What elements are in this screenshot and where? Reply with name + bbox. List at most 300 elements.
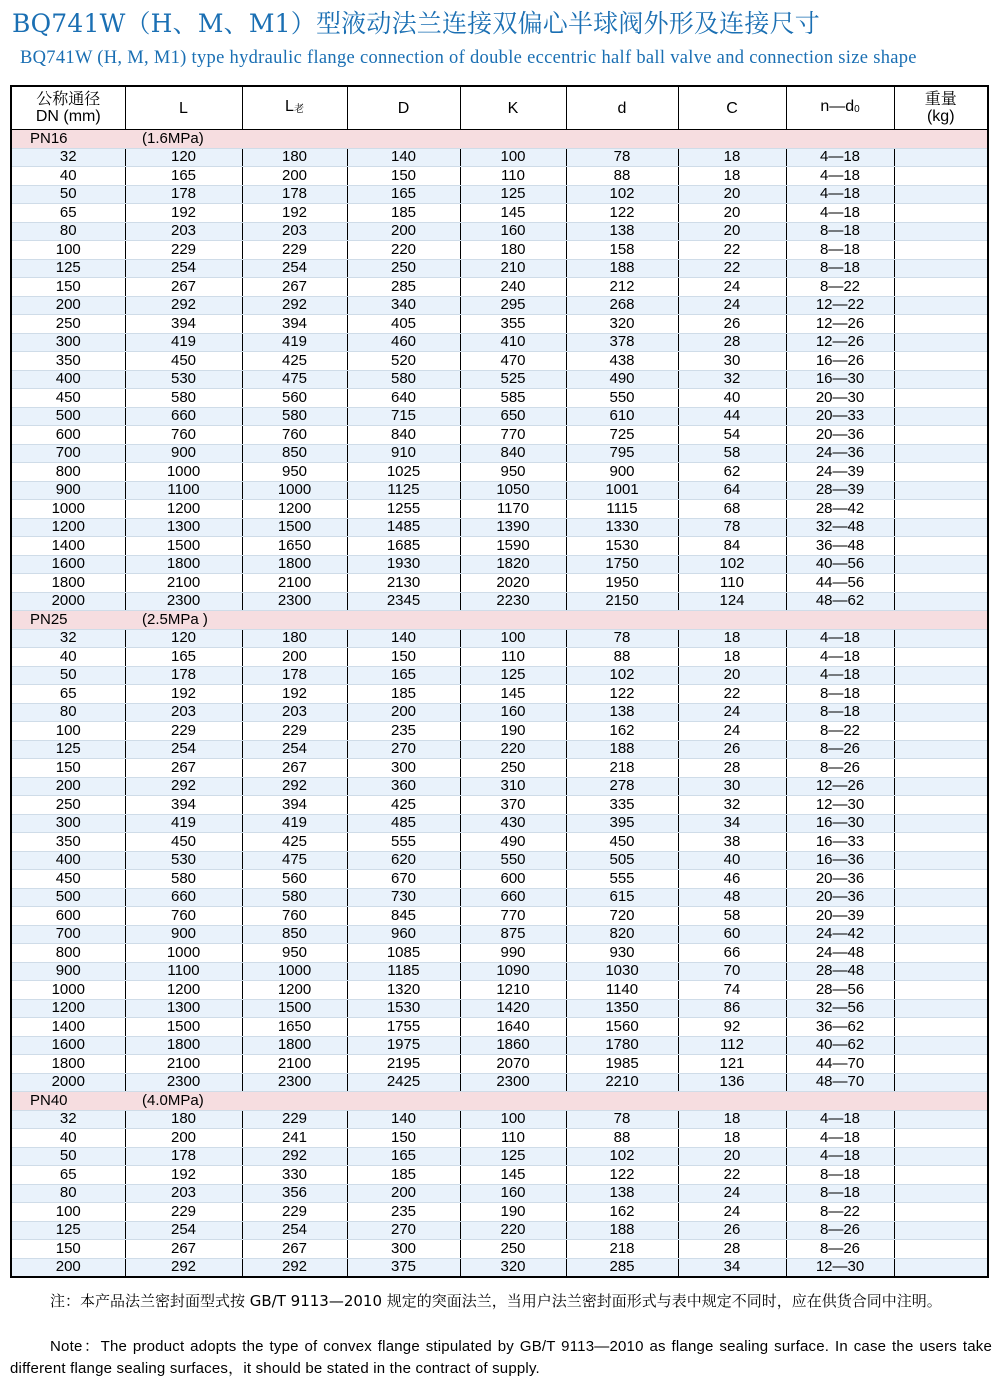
table-cell: 394 — [242, 796, 347, 815]
table-cell: 450 — [566, 833, 678, 852]
table-row — [12, 148, 987, 167]
table-cell: 200 — [347, 1184, 460, 1203]
table-cell: 80 — [12, 1184, 125, 1203]
table-cell: 4—18 — [786, 666, 894, 685]
table-cell: 122 — [566, 204, 678, 223]
header-n-d0 — [786, 87, 894, 130]
table-cell: 356 — [242, 1184, 347, 1203]
table-cell: 1400 — [12, 537, 125, 556]
table-cell: 1800 — [125, 1036, 242, 1055]
header-k: K — [460, 87, 566, 130]
table-cell: 160 — [460, 1184, 566, 1203]
table-cell: 240 — [460, 278, 566, 297]
table-cell: 254 — [125, 740, 242, 759]
table-cell: 229 — [125, 1203, 242, 1222]
table-cell: 490 — [566, 370, 678, 389]
table-row — [12, 944, 987, 963]
table-cell: 12—26 — [786, 777, 894, 796]
table-cell: 200 — [242, 167, 347, 186]
table-cell: 86 — [678, 999, 786, 1018]
table-cell — [894, 888, 987, 907]
table-cell: 1025 — [347, 463, 460, 482]
table-cell: 32 — [678, 370, 786, 389]
table-cell — [566, 1277, 678, 1279]
table-body — [12, 130, 987, 1279]
table-cell: 560 — [242, 870, 347, 889]
table-cell — [894, 574, 987, 593]
table-cell: 960 — [347, 925, 460, 944]
table-cell: 370 — [460, 796, 566, 815]
dimension-table-frame — [10, 85, 989, 1278]
table-cell: 12—30 — [786, 1258, 894, 1277]
table-cell: 1200 — [125, 981, 242, 1000]
table-cell: 122 — [566, 1166, 678, 1185]
table-cell: 125 — [12, 1221, 125, 1240]
table-cell: 500 — [12, 407, 125, 426]
table-cell: 50 — [12, 666, 125, 685]
note-en: Note：The product adopts the type of convex flange stipulated by GB/T 9113—2010 as flange sealing surface. In case the users take different flange sealing surfaces，it should be stated in the contract of supply. — [10, 1338, 992, 1377]
table-cell — [894, 1203, 987, 1222]
table-cell: 4—18 — [786, 629, 894, 648]
table-cell: 555 — [566, 870, 678, 889]
table-cell: 110 — [678, 574, 786, 593]
table-cell: 330 — [242, 1166, 347, 1185]
table-cell: 48—62 — [786, 592, 894, 611]
section-row — [12, 611, 987, 630]
table-cell: 110 — [460, 648, 566, 667]
table-cell: 36—48 — [786, 537, 894, 556]
table-cell: 178 — [125, 185, 242, 204]
table-cell: 24—48 — [786, 944, 894, 963]
table-cell: 180 — [125, 1110, 242, 1129]
table-cell: 1185 — [347, 962, 460, 981]
table-cell: 600 — [12, 907, 125, 926]
table-cell: 2425 — [347, 1073, 460, 1092]
table-cell: 2300 — [242, 1073, 347, 1092]
table-cell — [894, 1073, 987, 1092]
table-cell: 40 — [678, 851, 786, 870]
table-cell: 585 — [460, 389, 566, 408]
table-cell: 250 — [347, 259, 460, 278]
table-cell: 505 — [566, 851, 678, 870]
table-cell: 394 — [125, 315, 242, 334]
table-cell: 355 — [460, 315, 566, 334]
table-cell: 500 — [12, 888, 125, 907]
table-cell: 32—56 — [786, 999, 894, 1018]
header-weight — [894, 87, 987, 130]
table-row — [12, 1166, 987, 1185]
table-cell — [894, 1129, 987, 1148]
table-cell: 8—26 — [786, 759, 894, 778]
table-cell: 425 — [347, 796, 460, 815]
table-cell: 200 — [347, 222, 460, 241]
table-cell: 165 — [347, 666, 460, 685]
table-cell — [894, 870, 987, 889]
table-cell: 28—48 — [786, 962, 894, 981]
header-n-d0-sub: 0 — [854, 104, 860, 115]
table-cell — [894, 907, 987, 926]
table-cell: 8—18 — [786, 685, 894, 704]
table-cell: 1210 — [460, 981, 566, 1000]
table-cell: 1800 — [12, 1055, 125, 1074]
table-cell: 165 — [125, 167, 242, 186]
table-cell: 150 — [347, 648, 460, 667]
table-row — [12, 1277, 987, 1279]
table-cell: 405 — [347, 315, 460, 334]
table-row — [12, 1110, 987, 1129]
table-cell: 60 — [678, 925, 786, 944]
table-cell: 180 — [242, 629, 347, 648]
table-cell — [894, 703, 987, 722]
table-cell: 1300 — [125, 999, 242, 1018]
table-cell: 760 — [242, 426, 347, 445]
header-dn-en: DN (mm) — [35, 108, 101, 125]
table-cell — [125, 1277, 242, 1279]
table-cell: 770 — [460, 426, 566, 445]
table-cell — [894, 1055, 987, 1074]
table-cell: 900 — [12, 962, 125, 981]
table-cell: 229 — [242, 1203, 347, 1222]
table-cell: 267 — [242, 1240, 347, 1259]
table-cell: 4—18 — [786, 1129, 894, 1148]
table-cell: 850 — [242, 444, 347, 463]
table-cell: 145 — [460, 685, 566, 704]
table-cell: 2210 — [566, 1073, 678, 1092]
table-cell: 180 — [242, 148, 347, 167]
table-cell: 560 — [242, 389, 347, 408]
table-row — [12, 555, 987, 574]
table-cell: 88 — [566, 167, 678, 186]
table-cell: 720 — [566, 907, 678, 926]
table-cell: 400 — [12, 851, 125, 870]
table-cell: 210 — [460, 259, 566, 278]
table-cell: 1125 — [347, 481, 460, 500]
table-cell — [894, 296, 987, 315]
table-cell — [786, 1277, 894, 1279]
table-cell: 715 — [347, 407, 460, 426]
table-cell: 88 — [566, 1129, 678, 1148]
table-cell: 150 — [347, 167, 460, 186]
table-row — [12, 167, 987, 186]
table-row — [12, 814, 987, 833]
table-cell: 138 — [566, 222, 678, 241]
table-cell: 22 — [678, 241, 786, 260]
table-row — [12, 759, 987, 778]
table-cell: 40 — [678, 389, 786, 408]
table-cell: 1800 — [242, 1036, 347, 1055]
table-cell — [894, 259, 987, 278]
table-cell: 24—42 — [786, 925, 894, 944]
table-cell: 1350 — [566, 999, 678, 1018]
table-cell: 254 — [125, 259, 242, 278]
table-cell: 267 — [242, 759, 347, 778]
table-cell: 150 — [12, 759, 125, 778]
table-cell: 650 — [460, 407, 566, 426]
table-row — [12, 1221, 987, 1240]
table-cell: 58 — [678, 907, 786, 926]
table-cell — [460, 1277, 566, 1279]
table-cell: 419 — [242, 814, 347, 833]
table-cell: 460 — [347, 333, 460, 352]
table-cell: 121 — [678, 1055, 786, 1074]
table-cell: 192 — [242, 204, 347, 223]
table-cell: 28—39 — [786, 481, 894, 500]
table-cell: 192 — [125, 204, 242, 223]
table-cell: 350 — [12, 833, 125, 852]
table-cell: 615 — [566, 888, 678, 907]
table-cell: 250 — [12, 315, 125, 334]
table-row — [12, 537, 987, 556]
table-cell: 38 — [678, 833, 786, 852]
table-cell: 150 — [12, 278, 125, 297]
table-cell — [894, 537, 987, 556]
table-cell: 1530 — [566, 537, 678, 556]
table-cell: 360 — [347, 777, 460, 796]
table-cell: 555 — [347, 833, 460, 852]
table-cell: 580 — [242, 407, 347, 426]
table-cell: 1420 — [460, 999, 566, 1018]
table-cell: 292 — [242, 1258, 347, 1277]
table-cell: 20 — [678, 185, 786, 204]
table-cell — [894, 1277, 987, 1279]
table-cell: 1400 — [12, 1018, 125, 1037]
table-cell — [894, 666, 987, 685]
table-cell: 28 — [678, 333, 786, 352]
table-cell: 580 — [125, 389, 242, 408]
table-row — [12, 1184, 987, 1203]
table-cell: 8—18 — [786, 1184, 894, 1203]
table-cell: 102 — [566, 666, 678, 685]
table-cell: 270 — [347, 740, 460, 759]
table-cell: 122 — [566, 685, 678, 704]
dimension-table — [12, 87, 987, 1278]
table-cell: 2300 — [125, 1073, 242, 1092]
table-cell: 8—26 — [786, 1240, 894, 1259]
table-cell: 24 — [678, 703, 786, 722]
table-cell: 1500 — [242, 999, 347, 1018]
table-cell: 254 — [242, 1221, 347, 1240]
table-cell: 78 — [566, 629, 678, 648]
table-cell — [894, 518, 987, 537]
table-row — [12, 703, 987, 722]
table-cell: 1330 — [566, 518, 678, 537]
table-cell: 24—39 — [786, 463, 894, 482]
table-cell: 425 — [242, 833, 347, 852]
table-cell: 1320 — [347, 981, 460, 1000]
table-cell: 395 — [566, 814, 678, 833]
table-cell: 100 — [460, 148, 566, 167]
table-cell: 18 — [678, 1110, 786, 1129]
table-cell: 68 — [678, 500, 786, 519]
table-cell: 203 — [125, 703, 242, 722]
table-cell: 30 — [678, 777, 786, 796]
table-cell: 138 — [566, 703, 678, 722]
table-cell: 1500 — [125, 537, 242, 556]
table-cell: 1530 — [347, 999, 460, 1018]
table-cell: 394 — [242, 315, 347, 334]
table-cell: 600 — [12, 426, 125, 445]
table-cell: 1780 — [566, 1036, 678, 1055]
table-cell: 670 — [347, 870, 460, 889]
table-cell — [894, 962, 987, 981]
table-cell: 220 — [460, 1221, 566, 1240]
table-cell: 340 — [347, 296, 460, 315]
table-cell: 2300 — [242, 592, 347, 611]
table-cell: 900 — [125, 444, 242, 463]
table-cell: 100 — [12, 1203, 125, 1222]
table-cell: 950 — [242, 944, 347, 963]
table-cell: 160 — [460, 222, 566, 241]
table-cell: 1050 — [460, 481, 566, 500]
table-cell: 12—30 — [786, 796, 894, 815]
table-cell: 178 — [125, 1147, 242, 1166]
table-cell: 20—36 — [786, 888, 894, 907]
table-row — [12, 574, 987, 593]
table-cell: 125 — [12, 259, 125, 278]
table-cell: 229 — [125, 722, 242, 741]
table-cell — [894, 426, 987, 445]
table-cell: 65 — [12, 204, 125, 223]
table-row — [12, 222, 987, 241]
table-cell: 450 — [125, 833, 242, 852]
table-cell: 48 — [678, 888, 786, 907]
table-cell — [894, 500, 987, 519]
table-cell — [894, 463, 987, 482]
table-cell: 1820 — [460, 555, 566, 574]
table-cell: 1200 — [242, 500, 347, 519]
table-row — [12, 851, 987, 870]
table-row — [12, 463, 987, 482]
table-cell: 8—26 — [786, 740, 894, 759]
table-cell: 1000 — [242, 481, 347, 500]
table-cell: 200 — [12, 296, 125, 315]
table-cell: 241 — [242, 1129, 347, 1148]
table-cell: 438 — [566, 352, 678, 371]
table-cell: 1170 — [460, 500, 566, 519]
table-cell: 140 — [347, 1110, 460, 1129]
table-cell: 485 — [347, 814, 460, 833]
table-cell: 32 — [12, 629, 125, 648]
table-cell: 725 — [566, 426, 678, 445]
table-cell — [242, 1277, 347, 1279]
table-cell: 1985 — [566, 1055, 678, 1074]
table-cell — [894, 999, 987, 1018]
table-cell: 78 — [566, 148, 678, 167]
table-row — [12, 370, 987, 389]
table-cell: 8—18 — [786, 241, 894, 260]
table-cell: 1200 — [12, 999, 125, 1018]
table-row — [12, 870, 987, 889]
table-cell: 24 — [678, 296, 786, 315]
table-cell — [894, 167, 987, 186]
table-cell: 410 — [460, 333, 566, 352]
table-cell: 419 — [125, 333, 242, 352]
table-cell: 1000 — [12, 500, 125, 519]
table-row — [12, 1018, 987, 1037]
table-cell: 8—22 — [786, 278, 894, 297]
table-cell: 1650 — [242, 1018, 347, 1037]
table-cell: 660 — [125, 407, 242, 426]
table-row — [12, 1258, 987, 1277]
table-row — [12, 777, 987, 796]
table-cell — [894, 1147, 987, 1166]
table-cell: 580 — [242, 888, 347, 907]
table-cell: 145 — [460, 204, 566, 223]
table-cell — [894, 333, 987, 352]
table-cell: 185 — [347, 685, 460, 704]
table-cell: 58 — [678, 444, 786, 463]
table-header-row — [12, 87, 987, 130]
table-cell: 20—36 — [786, 870, 894, 889]
table-cell: 2000 — [12, 592, 125, 611]
table-row — [12, 315, 987, 334]
table-cell: 40 — [12, 1129, 125, 1148]
table-cell: 65 — [12, 685, 125, 704]
table-cell: 46 — [678, 870, 786, 889]
table-cell: 1200 — [125, 500, 242, 519]
table-cell: 2100 — [125, 574, 242, 593]
table-cell: 190 — [460, 722, 566, 741]
table-cell: 1640 — [460, 1018, 566, 1037]
table-cell: 229 — [242, 1110, 347, 1129]
table-cell: 84 — [678, 537, 786, 556]
table-cell: 254 — [242, 740, 347, 759]
table-cell: 840 — [460, 444, 566, 463]
table-row — [12, 666, 987, 685]
table-cell — [894, 1240, 987, 1259]
table-cell — [894, 833, 987, 852]
table-cell: 295 — [460, 296, 566, 315]
table-cell: 470 — [460, 352, 566, 371]
table-cell: 80 — [12, 222, 125, 241]
table-cell: 102 — [678, 555, 786, 574]
table-cell: 88 — [566, 648, 678, 667]
table-cell: 990 — [460, 944, 566, 963]
table-cell: 1800 — [12, 574, 125, 593]
table-cell: 20—33 — [786, 407, 894, 426]
table-cell: 2100 — [242, 574, 347, 593]
table-cell: 450 — [12, 389, 125, 408]
table-cell: 24 — [678, 722, 786, 741]
table-cell: 40 — [12, 648, 125, 667]
table-row — [12, 1203, 987, 1222]
table-cell: 44 — [678, 407, 786, 426]
table-cell: 300 — [347, 759, 460, 778]
table-row — [12, 185, 987, 204]
table-cell: 160 — [460, 703, 566, 722]
table-cell: 145 — [460, 1166, 566, 1185]
table-cell: 235 — [347, 1203, 460, 1222]
table-cell: 900 — [12, 481, 125, 500]
table-cell: 24—36 — [786, 444, 894, 463]
table-cell: 24 — [678, 1184, 786, 1203]
table-cell: 8—18 — [786, 259, 894, 278]
section-name: PN25 — [30, 610, 68, 628]
table-row — [12, 204, 987, 223]
table-cell: 300 — [347, 1240, 460, 1259]
table-cell: 2150 — [566, 592, 678, 611]
table-cell — [894, 777, 987, 796]
table-cell: 235 — [347, 722, 460, 741]
table-cell — [894, 241, 987, 260]
table-cell: 22 — [678, 685, 786, 704]
table-cell: 20 — [678, 1147, 786, 1166]
table-cell: 250 — [12, 796, 125, 815]
table-cell: 178 — [125, 666, 242, 685]
table-cell: 20 — [678, 204, 786, 223]
table-cell: 350 — [12, 352, 125, 371]
table-cell: 400 — [12, 370, 125, 389]
